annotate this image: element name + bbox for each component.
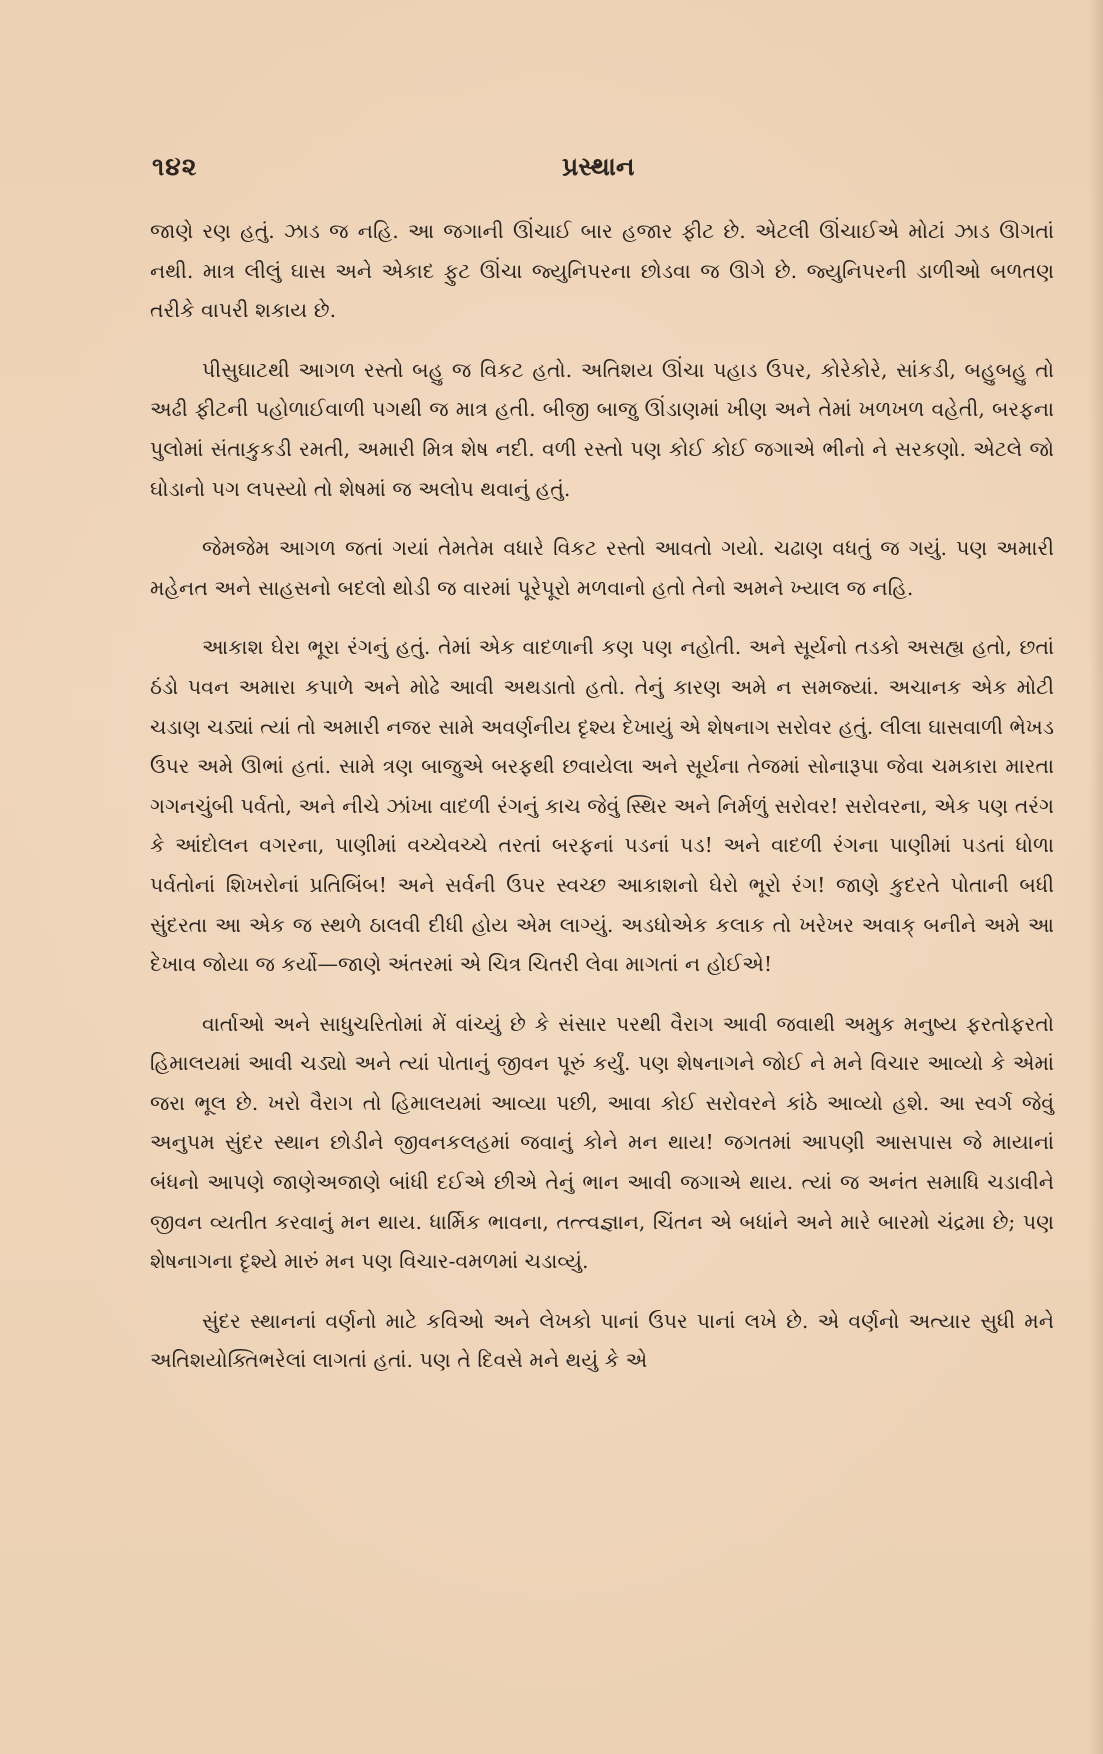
running-title: પ્રસ્થાન	[562, 152, 635, 181]
paragraph: પીસુઘાટથી આગળ રસ્તો બહુ જ વિકટ હતો. અતિશય ઊંચા પહાડ ઉપર, કોરેકોરે, સાંકડી, બહુબહુ તો અઢી ફીટની પહોળાઈવાળી પગથી જ માત્ર હતી. બીજી બાજુ ઊંડાણમાં ખીણ અને તેમાં ખળખળ વહેતી, બરફના પુલોમાં સંતાકુકડી રમતી, અમારી મિત્ર શેષ નદી. વળી રસ્તો પણ કોઈ કોઈ જગાએ ભીનો ને સરકણો. એટલે જો ઘોડાનો પગ લપસ્યો તો શેષમાં જ અલોપ થવાનું હતું.	[150, 357, 1054, 501]
paragraph: વાર્તાઓ અને સાધુચરિતોમાં મેં વાંચ્યું છે કે સંસાર પરથી વૈરાગ આવી જવાથી અમુક મનુષ્ય ફરતોફરતો હિમાલયમાં આવી ચડ્યો અને ત્યાં પોતાનું જીવન પૂરું કર્યું. પણ શેષનાગને જોઈ ને મને વિચાર આવ્યો કે એમાં જરા ભૂલ છે. ખરો વૈરાગ તો હિમાલયમાં આવ્યા પછી, આવા કોઈ સરોવરને કાંઠે આવ્યો હશે. આ સ્વર્ગ જેવું અનુપમ સુંદર સ્થાન છોડીને જીવનકલહમાં જવાનું કોને મન થાય! જગતમાં આપણી આસપાસ જે માયાનાં બંધનો આપણે જાણેઅજાણે બાંધી દઈએ છીએ તેનું ભાન આવી જગાએ થાય. ત્યાં જ અનંત સમાધિ ચડાવીને જીવન વ્યતીત કરવાનું મન થાય. ધાર્મિક ભાવના, તત્ત્વજ્ઞાન, ચિંતન એ બધાંને અને મારે બારમો ચંદ્રમા છે; પણ શેષનાગના દૃશ્યે મારું મન પણ વિચાર-વમળમાં ચડાવ્યું.	[150, 1011, 1054, 1274]
body-text	[150, 212, 1054, 1401]
page-number: ૧૪૨	[152, 152, 198, 181]
page-edge-shadow	[1089, 0, 1103, 1754]
paragraph: આકાશ ઘેરા ભૂરા રંગનું હતું. તેમાં એક વાદળાની કણ પણ નહોતી. અને સૂર્યનો તડકો અસહ્ય હતો, છતાં ઠંડો પવન અમારા કપાળે અને મોઢે આવી અથડાતો હતો. તેનું કારણ અમે ન સમજ્યાં. અચાનક એક મોટી ચડાણ ચડ્યાં ત્યાં તો અમારી નજર સામે અવર્ણનીય દૃશ્ય દેખાયું એ શેષનાગ સરોવર હતું. લીલા ઘાસવાળી ભેખડ ઉપર અમે ઊભાં હતાં. સામે ત્રણ બાજુએ બરફથી છવાયેલા અને સૂર્યના તેજમાં સોનારૂપા જેવા ચમકારા મારતા ગગનચુંબી પર્વતો, અને નીચે ઝાંખા વાદળી રંગનું કાચ જેવું સ્થિર અને નિર્મળું સરોવર! સરોવરના, એક પણ તરંગ કે આંદોલન વગરના, પાણીમાં વચ્ચેવચ્ચે તરતાં બરફનાં પડનાં પડ! અને વાદળી રંગના પાણીમાં પડતાં ધોળા પર્વતોનાં શિખરોનાં પ્રતિબિંબ! અને સર્વની ઉપર સ્વચ્છ આકાશનો ઘેરો ભૂરો રંગ! જાણે કુદરતે પોતાની બધી સુંદરતા આ એક જ સ્થળે ઠાલવી દીધી હોય એમ લાગ્યું. અડધોએક કલાક તો ખરેખર અવાક્ બનીને અમે આ દેખાવ જોયા જ કર્યો—જાણે અંતરમાં એ ચિત્ર ચિતરી લેવા માગતાં ન હોઈએ!	[150, 635, 1054, 977]
paragraph: જાણે રણ હતું. ઝાડ જ નહિ. આ જગાની ઊંચાઈ બાર હજાર ફીટ છે. એટલી ઊંચાઈએ મોટાં ઝાડ ઊગતાં નથી. માત્ર લીલું ઘાસ અને એકાદ ફુટ ઊંચા જ્યુનિપરના છોડવા જ ઊગે છે. જ્યુનિપરની ડાળીઓ બળતણ તરીકે વાપરી શકાય છે.	[150, 219, 1054, 323]
page-header	[152, 152, 1052, 192]
paragraph: જેમજેમ આગળ જતાં ગયાં તેમતેમ વધારે વિકટ રસ્તો આવતો ગયો. ચઢાણ વધતું જ ગયું. પણ અમારી મહેનત અને સાહસનો બદલો થોડી જ વારમાં પૂરેપૂરો મળવાનો હતો તેનો અમને ખ્યાલ જ નહિ.	[150, 536, 1054, 600]
paragraph: સુંદર સ્થાનનાં વર્ણનો માટે કવિઓ અને લેખકો પાનાં ઉપર પાનાં લખે છે. એ વર્ણનો અત્યાર સુધી મને અતિશયોક્તિભરેલાં લાગતાં હતાં. પણ તે દિવસે મને થયું કે એ	[150, 1308, 1054, 1373]
